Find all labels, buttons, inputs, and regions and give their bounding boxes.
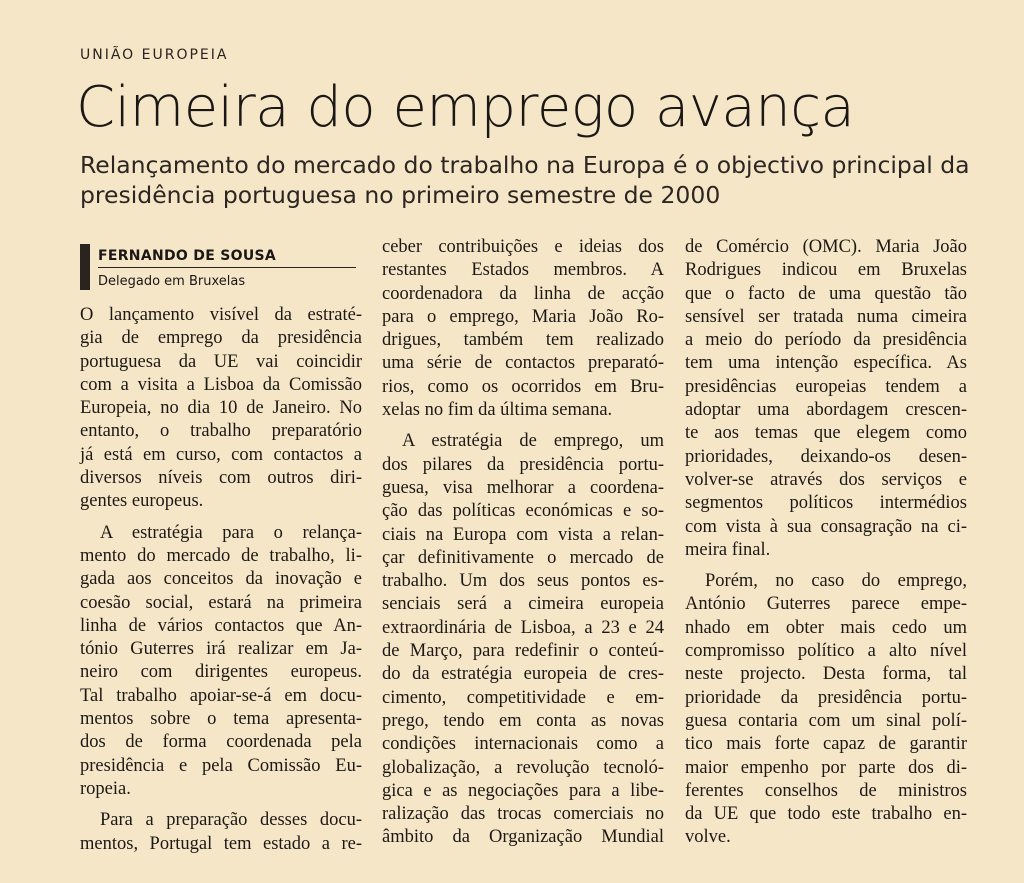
article-line: O lançamento visível da estraté- <box>80 305 362 325</box>
article-line: rios, como os ocorridos em Bru- <box>382 376 664 397</box>
article-line: entanto, o trabalho preparatório <box>80 421 362 442</box>
article-column-3 <box>685 236 967 850</box>
article-line: volve. <box>685 827 731 848</box>
article-column-2 <box>382 236 664 850</box>
article-line: ralização das trocas comerciais no <box>382 804 664 825</box>
article-line: âmbito da Organização Mundial <box>382 827 664 848</box>
paragraph-gap <box>382 422 664 430</box>
article-line: mentos sobre o tema apresenta- <box>80 709 362 730</box>
article-line: tónio Guterres irá realizar em Ja- <box>80 639 362 660</box>
article-line: mentos, Portugal tem estado a re- <box>80 833 362 854</box>
article-line: gica e as negociações para a libe- <box>382 780 664 801</box>
article-line: presidências europeias tendem a <box>685 376 967 397</box>
article-line: ciais na Europa com vista a relan- <box>382 524 664 545</box>
article-line: gada aos conceitos da inovação e <box>80 569 362 590</box>
article-line: Para a preparação desses docu- <box>100 810 362 831</box>
article-line: maior empenho por parte dos di- <box>685 757 967 778</box>
byline-role: Delegado em Bruxelas <box>98 274 246 289</box>
article-line: ção das políticas económicas e so- <box>382 501 664 522</box>
article-line: gentes europeus. <box>80 491 204 512</box>
article-column-1 <box>80 304 362 856</box>
article-line: meira final. <box>685 539 771 560</box>
paragraph-gap <box>685 562 967 570</box>
article-line: Rodrigues indicou em Bruxelas <box>685 260 967 281</box>
subheadline: Relançamento do mercado do trabalho na Europa é o objectivo principal da presidência portuguesa no primeiro semestre de 2000 <box>80 151 970 209</box>
article-line: çar definitivamente o mercado de <box>382 547 664 568</box>
paragraph-gap <box>80 801 362 809</box>
article-line: coordenadora da linha de acção <box>382 283 664 304</box>
article-line: trabalho. Um dos seus pontos es- <box>382 571 664 592</box>
article-line: ferentes conselhos de ministros <box>685 780 967 801</box>
article-line: do da estratégia europeia de cres- <box>382 664 664 685</box>
article-line: para o emprego, Maria João Ro- <box>382 306 664 327</box>
article-line: que o facto de uma questão tão <box>685 283 967 304</box>
article-line: ropeia. <box>80 778 131 799</box>
article-line: linha de vários contactos que An- <box>80 615 362 636</box>
article-line: cimento, competitividade e em- <box>382 687 664 708</box>
article-line: com vista à sua consagração na ci- <box>685 516 967 537</box>
article-line: globalização, a revolução tecnoló- <box>382 757 664 778</box>
article-line: Porém, no caso do emprego, <box>705 571 967 592</box>
article-line: mento do mercado de trabalho, li- <box>80 545 362 566</box>
article-line: drigues, também tem realizado <box>382 330 664 351</box>
headline: Cimeira do emprego avança <box>76 75 855 140</box>
article-line: guesa contaria com um sinal polí- <box>685 710 967 731</box>
article-line: prioridades, deixando-os desen- <box>685 446 967 467</box>
byline-author: FERNANDO DE SOUSA <box>98 248 277 264</box>
article-line: A estratégia de emprego, um <box>402 431 664 452</box>
article-line: já está em curso, com contactos a <box>80 444 362 465</box>
article-line: prioridade da presidência portu- <box>685 687 967 708</box>
article-line: te aos temas que elegem como <box>685 423 967 444</box>
article-line: restantes Estados membros. A <box>382 260 664 281</box>
article-line: António Guterres parece empe- <box>685 594 967 615</box>
article-line: nhado em obter mais cedo um <box>685 617 967 638</box>
section-label: UNIÃO EUROPEIA <box>80 47 229 63</box>
article-line: da UE que todo este trabalho en- <box>685 804 967 825</box>
article-line: dos de forma coordenada pela <box>80 732 362 753</box>
article-line: gia de emprego da presidência <box>80 328 362 349</box>
article-line: Europeia, no dia 10 de Janeiro. No <box>80 398 362 419</box>
article-line: senciais será a cimeira europeia <box>382 594 664 615</box>
article-line: condições internacionais como a <box>382 734 664 755</box>
article-line: A estratégia para o relança- <box>100 522 362 543</box>
article-line: com a visita a Lisboa da Comissão <box>80 374 362 395</box>
article-line: xelas no fim da última semana. <box>382 400 613 421</box>
article-line: volver-se através dos serviços e <box>685 469 967 490</box>
article-line: guesa, visa melhorar a coordena- <box>382 477 664 498</box>
article-line: neiro com dirigentes europeus. <box>80 662 362 683</box>
article-line: extraordinária de Lisboa, a 23 e 24 <box>382 617 664 638</box>
article-line: Tal trabalho apoiar-se-á em docu- <box>80 685 362 706</box>
article-line: compromisso político a alto nível <box>685 641 967 662</box>
article-line: portuguesa da UE vai coincidir <box>80 351 362 372</box>
article-line: prego, tendo em conta as novas <box>382 710 664 731</box>
article-line: uma série de contactos preparató- <box>382 353 664 374</box>
article-line: tico mais forte capaz de garantir <box>685 734 967 755</box>
article-line: coesão social, estará na primeira <box>80 592 362 613</box>
article-line: tem uma intenção específica. As <box>685 353 967 374</box>
article-line: segmentos políticos intermédios <box>685 493 967 514</box>
byline-bar <box>80 244 90 290</box>
byline-rule <box>98 267 356 268</box>
article-line: adoptar uma abordagem crescen- <box>685 400 967 421</box>
article-line: neste projecto. Desta forma, tal <box>685 664 967 685</box>
article-line: ceber contribuições e ideias dos <box>382 237 664 257</box>
article-line: diversos níveis com outros diri- <box>80 468 362 489</box>
paragraph-gap <box>80 514 362 522</box>
article-line: de Comércio (OMC). Maria João <box>685 237 967 257</box>
article-line: sensível ser tratada numa cimeira <box>685 306 967 327</box>
article-line: a meio do período da presidência <box>685 330 967 351</box>
article-line: presidência e pela Comissão Eu- <box>80 755 362 776</box>
article-line: de Março, para redefinir o conteú- <box>382 641 664 662</box>
article-line: dos pilares da presidência portu- <box>382 454 664 475</box>
